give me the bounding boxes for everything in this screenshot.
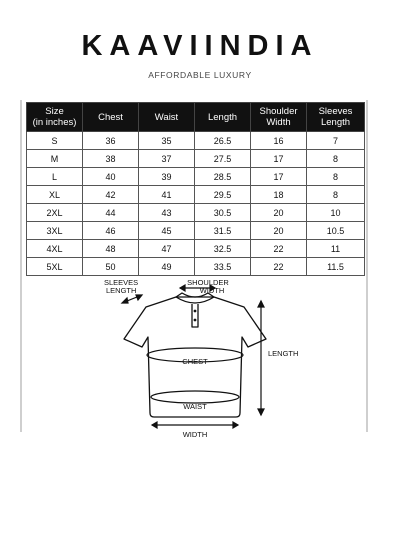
measurement-cell: 16 (251, 132, 307, 150)
measurement-cell: 10 (307, 204, 365, 222)
measurement-cell: 38 (83, 150, 139, 168)
measurement-cell: 50 (83, 258, 139, 276)
measurement-cell: 47 (139, 240, 195, 258)
column-header-line: Length (320, 117, 351, 128)
column-header (27, 103, 83, 132)
measurement-cell: 35 (139, 132, 195, 150)
measurement-cell: 7 (307, 132, 365, 150)
size-cell: 4XL (27, 240, 83, 258)
table-row (27, 132, 365, 150)
measurement-cell: 40 (83, 168, 139, 186)
table-row (27, 258, 365, 276)
size-cell: L (27, 168, 83, 186)
table-row (27, 150, 365, 168)
column-header-line: (in inches) (32, 117, 77, 128)
brand-tagline: AFFORDABLE LUXURY (148, 70, 252, 80)
waist-label: WAIST (183, 402, 207, 411)
width-label: WIDTH (182, 430, 208, 439)
column-header-line: Chest (98, 111, 123, 123)
column-header-line: Size (45, 106, 64, 117)
shirt-measurement-diagram (80, 275, 310, 443)
brand-title: KAAVIINDIA (81, 30, 319, 62)
measurement-cell: 26.5 (195, 132, 251, 150)
sleeves-label-line1: SLEEVES (104, 278, 139, 287)
measurement-cell: 36 (83, 132, 139, 150)
measurement-cell: 30.5 (195, 204, 251, 222)
measurement-cell: 27.5 (195, 150, 251, 168)
table-row (27, 240, 365, 258)
column-header (307, 103, 365, 132)
column-header (251, 103, 307, 132)
shoulder-label-line2: WIDTH (199, 286, 225, 295)
column-header-line: Width (266, 117, 291, 128)
chest-label: CHEST (182, 357, 208, 366)
measurement-cell: 41 (139, 186, 195, 204)
measurement-cell: 32.5 (195, 240, 251, 258)
measurement-cell: 49 (139, 258, 195, 276)
button-2 (194, 319, 197, 322)
column-header-line: Waist (154, 111, 179, 123)
measurement-cell: 22 (251, 258, 307, 276)
measurement-cell: 17 (251, 168, 307, 186)
measurement-cell: 20 (251, 204, 307, 222)
measurement-cell: 33.5 (195, 258, 251, 276)
measurement-cell: 11 (307, 240, 365, 258)
measurement-cell: 44 (83, 204, 139, 222)
measurement-cell: 42 (83, 186, 139, 204)
measurement-cell: 8 (307, 186, 365, 204)
size-cell: XL (27, 186, 83, 204)
length-label: LENGTH (268, 349, 299, 358)
measurement-cell: 20 (251, 222, 307, 240)
table-row (27, 222, 365, 240)
size-cell: 3XL (27, 222, 83, 240)
measurement-cell: 37 (139, 150, 195, 168)
measurement-cell: 18 (251, 186, 307, 204)
size-cell: 2XL (27, 204, 83, 222)
measurement-cell: 48 (83, 240, 139, 258)
measurement-cell: 10.5 (307, 222, 365, 240)
size-table (26, 102, 365, 276)
table-row (27, 186, 365, 204)
measurement-cell: 29.5 (195, 186, 251, 204)
size-cell: S (27, 132, 83, 150)
table-row (27, 168, 365, 186)
column-header (139, 103, 195, 132)
size-cell: 5XL (27, 258, 83, 276)
size-cell: M (27, 150, 83, 168)
shoulder-label-line1: SHOULDER (187, 278, 229, 287)
measurement-cell: 45 (139, 222, 195, 240)
measurement-cell: 28.5 (195, 168, 251, 186)
measurement-cell: 8 (307, 150, 365, 168)
measurement-cell: 22 (251, 240, 307, 258)
column-header (195, 103, 251, 132)
column-header (83, 103, 139, 132)
measurement-cell: 8 (307, 168, 365, 186)
column-header-line: Length (207, 111, 238, 123)
measurement-cell: 31.5 (195, 222, 251, 240)
sleeves-label-line2: LENGTH (106, 286, 137, 295)
measurement-cell: 11.5 (307, 258, 365, 276)
measurement-cell: 43 (139, 204, 195, 222)
table-row (27, 204, 365, 222)
measurement-cell: 17 (251, 150, 307, 168)
column-header-line: Sleeves (318, 106, 353, 117)
table-header-row (27, 103, 365, 132)
measurement-cell: 39 (139, 168, 195, 186)
column-header-line: Shoulder (259, 106, 298, 117)
button-1 (194, 310, 197, 313)
table-body (27, 132, 365, 276)
measurement-cell: 46 (83, 222, 139, 240)
placket (192, 304, 198, 327)
